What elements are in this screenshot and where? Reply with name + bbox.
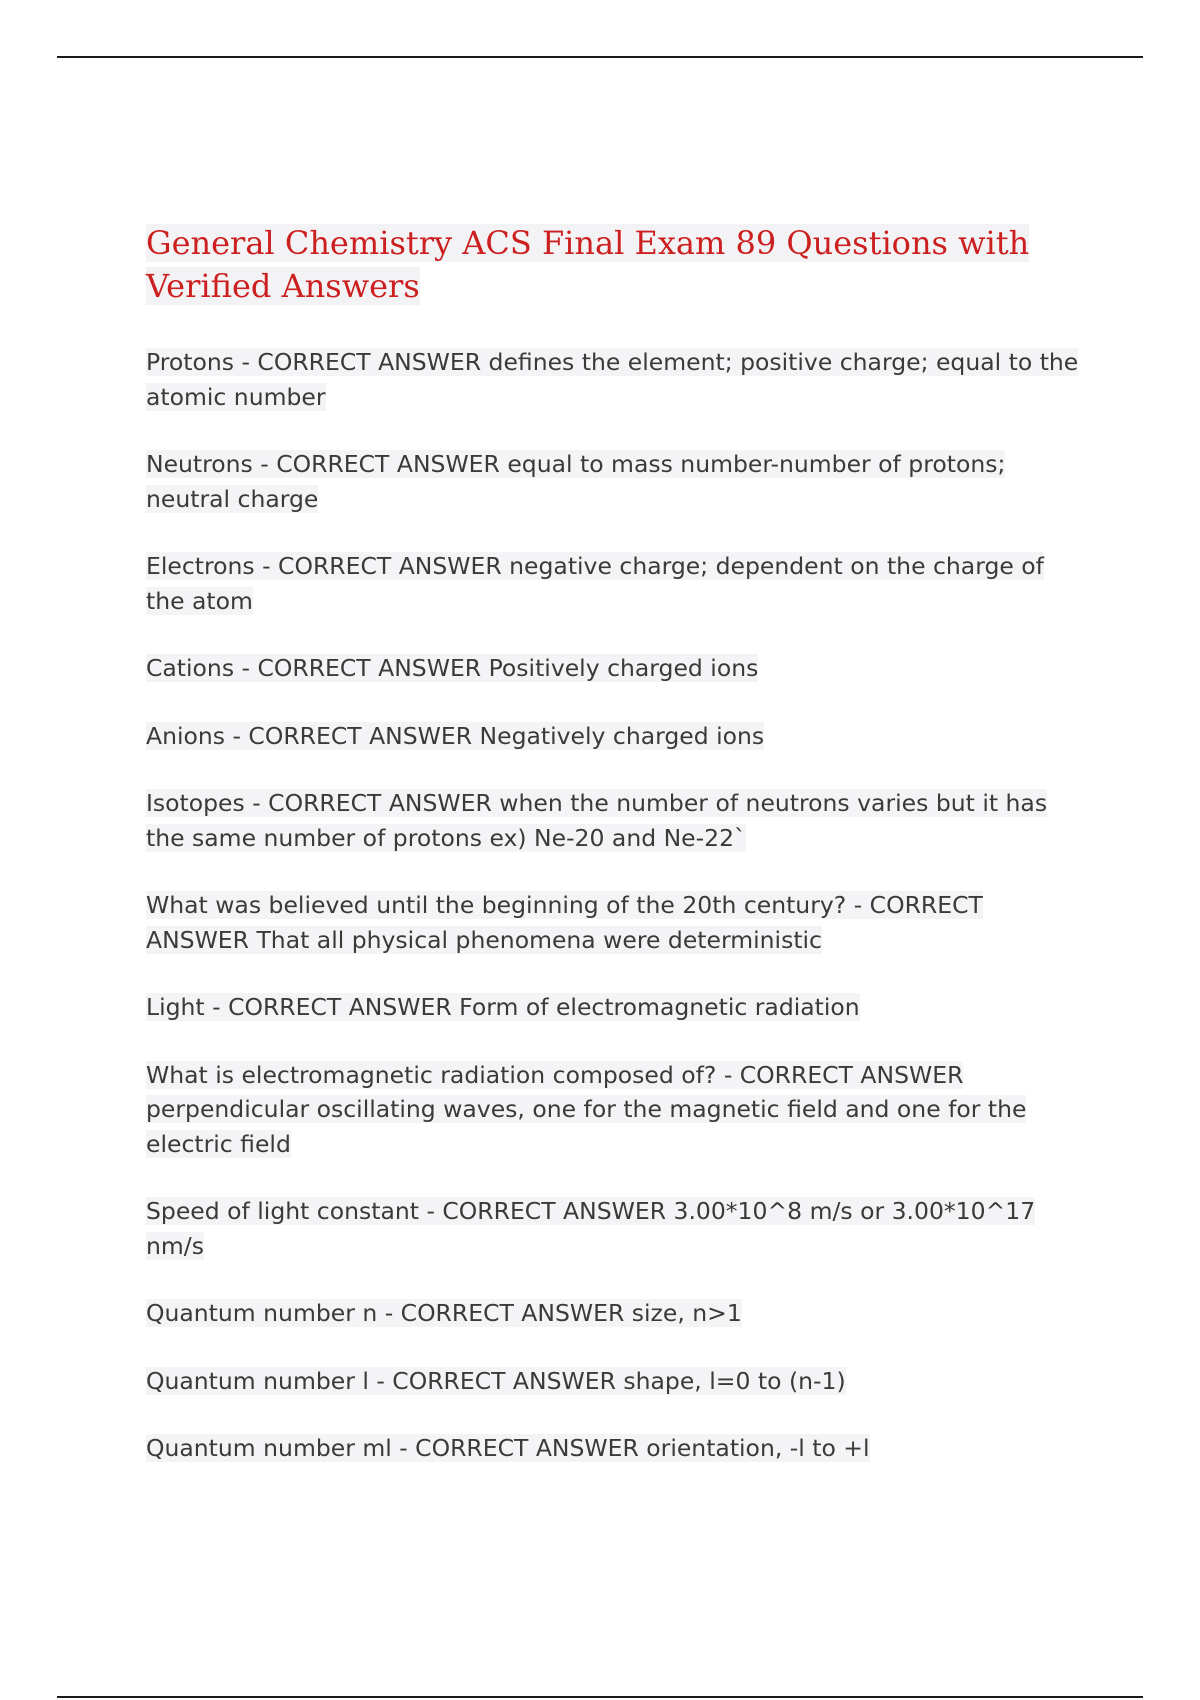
qa-item: Quantum number ml - CORRECT ANSWER orientation, -l to +l xyxy=(146,1434,870,1462)
qa-item: Neutrons - CORRECT ANSWER equal to mass number-number of protons; neutral charge xyxy=(146,450,1006,513)
qa-item: Quantum number l - CORRECT ANSWER shape, l=0 to (n-1) xyxy=(146,1366,846,1395)
qa-item: Electrons - CORRECT ANSWER negative charge; dependent on the charge of the atom xyxy=(146,552,1044,615)
qa-item: Cations - CORRECT ANSWER Positively charged ions xyxy=(146,654,759,682)
qa-item: Speed of light constant - CORRECT ANSWER 3.00*10^8 m/s or 3.00*10^17 nm/s xyxy=(146,1197,1036,1260)
qa-item: Isotopes - CORRECT ANSWER when the number of neutrons varies but it has the same number of protons ex) Ne-20 and Ne-22` xyxy=(146,789,1048,852)
document-title: General Chemistry ACS Final Exam 89 Questions with Verified Answers xyxy=(146,224,1030,305)
qa-item: Light - CORRECT ANSWER Form of electromagnetic radiation xyxy=(146,993,860,1021)
qa-item: What is electromagnetic radiation composed of? - CORRECT ANSWER perpendicular oscillating waves, one for the magnetic field and one for the electric field xyxy=(146,1060,1027,1158)
header-rule xyxy=(57,56,1143,58)
footer-rule xyxy=(57,1696,1143,1698)
qa-item: Protons - CORRECT ANSWER defines the element; positive charge; equal to the atomic number xyxy=(146,348,1079,411)
qa-item: Anions - CORRECT ANSWER Negatively charged ions xyxy=(146,721,765,750)
qa-item: What was believed until the beginning of the 20th century? - CORRECT ANSWER That all physical phenomena were deterministic xyxy=(146,891,983,954)
document-body xyxy=(146,222,1086,1499)
qa-item: Quantum number n - CORRECT ANSWER size, n>1 xyxy=(146,1299,742,1327)
